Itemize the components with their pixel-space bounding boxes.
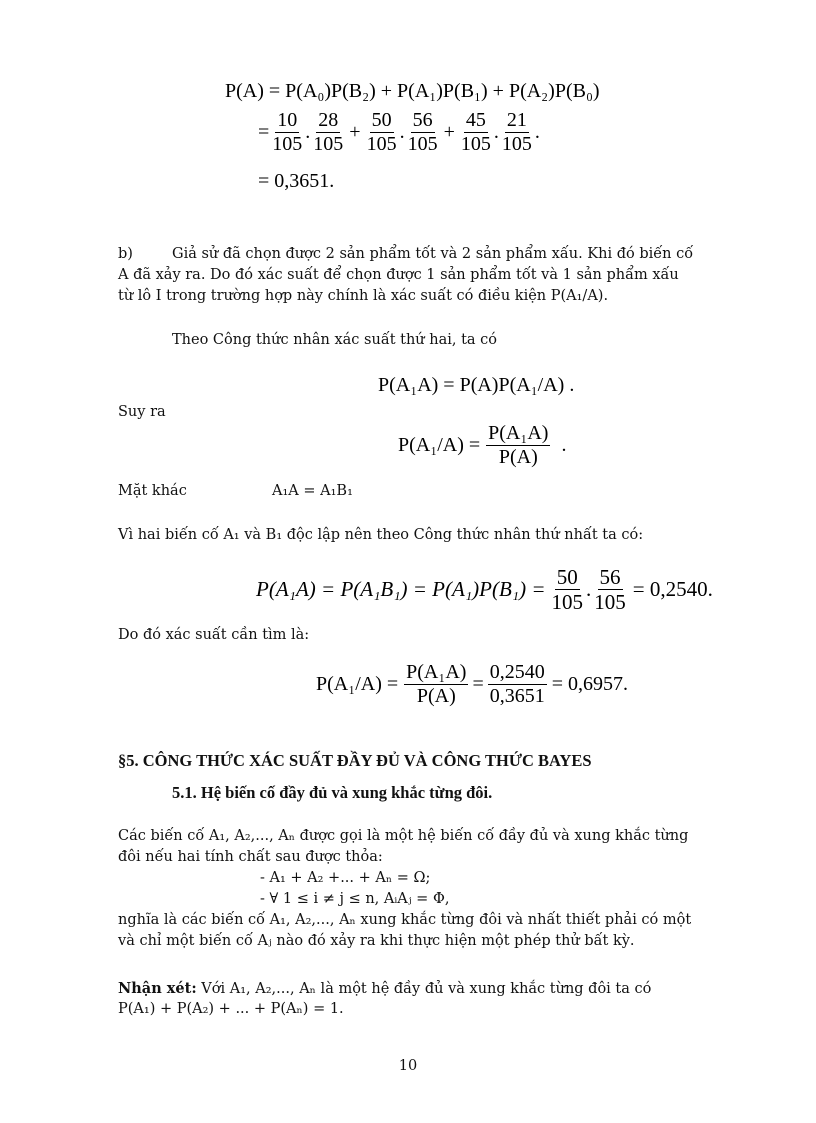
fraction: [406, 110, 440, 155]
suy-ra: Suy ra: [118, 404, 166, 420]
def-line1: Các biến cố A₁, A₂,..., Aₙ được gọi là một hệ biến cố đầy đủ và xung khắc từng: [118, 828, 689, 844]
section-heading: §5. CÔNG THỨC XÁC SUẤT ĐẦY ĐỦ VÀ CÔNG THỨC BAYES: [118, 751, 592, 770]
part-b-line1: Giả sử đã chọn được 2 sản phẩm tốt và 2 sản phẩm xấu. Khi đó biến cố: [172, 246, 694, 262]
def-line3: nghĩa là các biến cố A₁, A₂,..., Aₙ xung khắc từng đôi và nhất thiết phải có một: [118, 912, 692, 928]
fraction: [486, 423, 550, 468]
part-b-label: b): [118, 246, 133, 262]
denominator: 105: [313, 133, 344, 155]
numerator: 50: [556, 565, 578, 589]
eq4-result: = 0,2540.: [632, 577, 713, 602]
fraction: [592, 566, 628, 613]
denominator: 105: [366, 133, 397, 155]
def-line2: đôi nếu hai tính chất sau được thỏa:: [118, 849, 383, 865]
vi-hai-text: Vì hai biến cố A₁ và B₁ độc lập nên theo Công thức nhân thứ nhất ta có:: [118, 527, 644, 543]
eq-sign: =: [472, 673, 484, 695]
denominator: P(A): [416, 685, 456, 707]
fraction: [365, 110, 399, 155]
nhan-xet-line1: [118, 978, 651, 1000]
fraction: [488, 662, 547, 707]
fraction: [459, 110, 493, 155]
part-b-line2: A đã xảy ra. Do đó xác suất để chọn được 1 sản phẩm tốt và 1 sản phẩm xấu: [118, 267, 679, 283]
dot: .: [586, 577, 592, 602]
eq5: [316, 662, 628, 707]
numerator: P(A₁A): [406, 661, 467, 683]
eq5-result: = 0,6957.: [551, 673, 629, 695]
eq2: P(A₁A) = P(A)P(A₁/A) .: [378, 374, 575, 396]
numerator: 10: [277, 109, 298, 131]
numerator: P(A₁A): [488, 422, 549, 444]
numerator: 56: [412, 109, 433, 131]
page-number: 10: [398, 1058, 418, 1074]
numerator: 45: [465, 109, 486, 131]
nhan-xet-label: Nhận xét:: [118, 980, 197, 997]
do-do-text: Do đó xác suất cần tìm là:: [118, 627, 310, 643]
eq3: [398, 423, 566, 468]
def-line4: và chỉ một biến cố Aⱼ nào đó xảy ra khi thực hiện một phép thử bất kỳ.: [118, 933, 635, 949]
denominator: 105: [272, 133, 303, 155]
denominator: 105: [551, 590, 583, 615]
denominator: 105: [407, 133, 438, 155]
denominator: 105: [501, 133, 532, 155]
mat-khac-label: Mặt khác: [118, 483, 187, 499]
numerator: 56: [599, 565, 621, 589]
eq1-line2: [258, 110, 540, 155]
eq4: [256, 566, 713, 613]
plus: +: [349, 121, 361, 143]
nhan-xet-line2: P(A₁) + P(A₂) + ... + P(Aₙ) = 1.: [118, 1001, 344, 1017]
mat-khac-expr: A₁A = A₁B₁: [272, 483, 353, 499]
period: .: [534, 121, 540, 143]
fraction: [270, 110, 304, 155]
plus: +: [443, 121, 455, 143]
part-b-line3: từ lô I trong trường hợp này chính là xác suất có điều kiện P(A₁/A).: [118, 288, 609, 304]
dot: .: [305, 121, 311, 143]
fraction: [500, 110, 534, 155]
eq-sign: =: [258, 121, 270, 143]
nhan-xet-text: Với A₁, A₂,..., Aₙ là một hệ đầy đủ và xung khắc từng đôi ta có: [196, 981, 652, 997]
eq5-lhs: P(A₁/A) =: [316, 673, 399, 695]
denominator: 105: [460, 133, 491, 155]
numerator: 21: [506, 109, 527, 131]
dot: .: [493, 121, 499, 143]
fraction: [550, 566, 586, 613]
numerator: 50: [371, 109, 392, 131]
def-bullet1: - A₁ + A₂ +... + Aₙ = Ω;: [260, 870, 431, 886]
numerator: 28: [318, 109, 339, 131]
denominator: P(A): [498, 446, 538, 468]
eq1-line3: = 0,3651.: [258, 170, 335, 192]
denominator: 105: [594, 590, 626, 615]
denominator: 0,3651: [489, 685, 545, 707]
eq1-line1: P(A) = P(A₀)P(B₂) + P(A₁)P(B₁) + P(A₂)P(B₀): [225, 80, 600, 102]
period: .: [561, 434, 567, 456]
fraction: [404, 662, 468, 707]
def-bullet2: - ∀ 1 ≤ i ≠ j ≤ n, AᵢAⱼ = Φ,: [260, 891, 450, 907]
eq4-lhs: P(A₁A) = P(A₁B₁) = P(A₁)P(B₁) =: [256, 577, 546, 602]
dot: .: [399, 121, 405, 143]
eq3-lhs: P(A₁/A) =: [398, 434, 481, 456]
theo-text: Theo Công thức nhân xác suất thứ hai, ta có: [172, 332, 498, 348]
numerator: 0,2540: [489, 661, 545, 683]
fraction: [311, 110, 345, 155]
subsection-heading: 5.1. Hệ biến cố đầy đủ và xung khắc từng đôi.: [172, 783, 493, 802]
